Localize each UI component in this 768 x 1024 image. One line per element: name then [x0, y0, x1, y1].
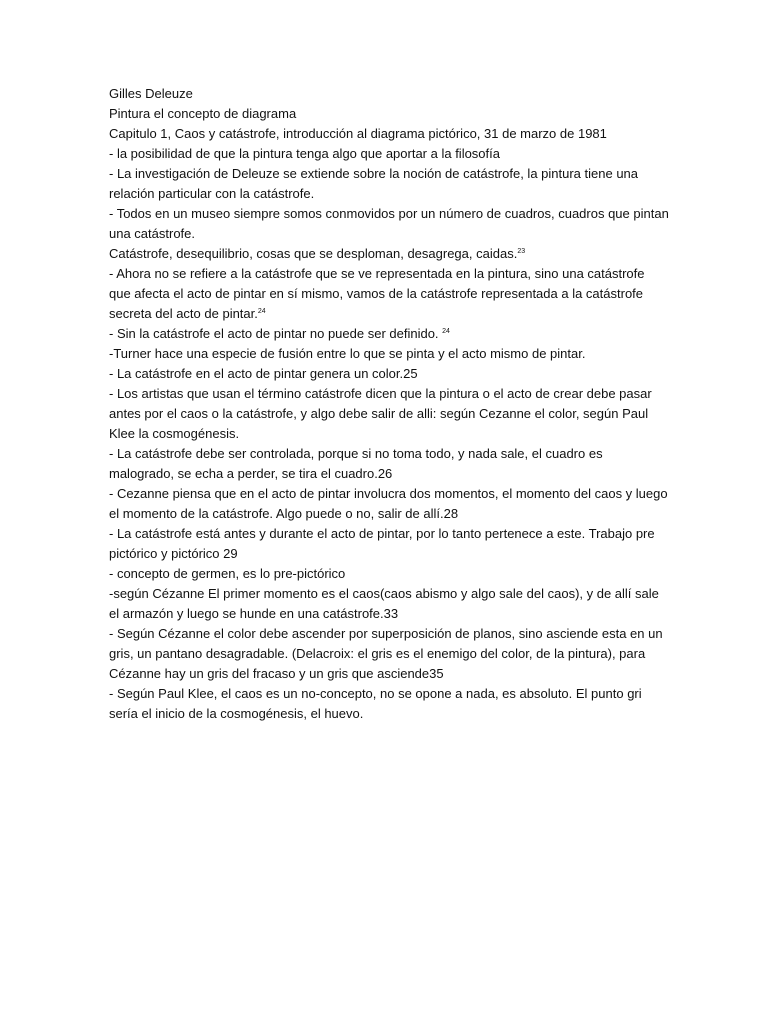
- paragraph-8: [109, 344, 669, 364]
- paragraph-text: -según Cézanne El primer momento es el caos(caos abismo y algo sale del caos), y de allí sale el armazón y luego se hunde en una catástrofe.33: [109, 586, 659, 621]
- paragraph-text: - Todos en un museo siempre somos conmovidos por un número de cuadros, cuadros que pintan una catástrofe.: [109, 206, 669, 241]
- paragraph-10: [109, 384, 669, 444]
- paragraph-7: [109, 324, 669, 344]
- paragraph-3: [109, 164, 669, 204]
- paragraph-6: [109, 264, 669, 324]
- paragraph-11: [109, 444, 669, 484]
- paragraph-text: - Cezanne piensa que en el acto de pintar involucra dos momentos, el momento del caos y luego el momento de la catástrofe. Algo puede o no, salir de allí.28: [109, 486, 668, 521]
- paragraph-text: -Turner hace una especie de fusión entre lo que se pinta y el acto mismo de pintar.: [109, 346, 586, 361]
- paragraph-12: [109, 484, 669, 524]
- paragraph-text: - Los artistas que usan el término catástrofe dicen que la pintura o el acto de crear debe pasar antes por el caos o la catástrofe, y algo debe salir de alli: según Cezanne el color, según Paul Klee la cosmogénesis.: [109, 386, 652, 441]
- paragraph-text: - Sin la catástrofe el acto de pintar no puede ser definido.: [109, 326, 443, 341]
- author-name: Gilles Deleuze: [109, 86, 193, 101]
- document-title: Pintura el concepto de diagrama: [109, 106, 297, 121]
- paragraph-text: - Ahora no se refiere a la catástrofe que se ve representada en la pintura, sino una catástrofe que afecta el acto de pintar en sí mismo, vamos de la catástrofe representada a la catástrofe secreta del acto de pintar.: [109, 266, 645, 321]
- paragraph-15: [109, 584, 669, 624]
- footnote-ref: 24: [442, 328, 450, 335]
- paragraph-2: [109, 144, 669, 164]
- paragraph-16: [109, 624, 669, 684]
- paragraph-text: Capitulo 1, Caos y catástrofe, introducción al diagrama pictórico, 31 de marzo de 1981: [109, 126, 607, 141]
- paragraph-14: [109, 564, 669, 584]
- document-page: [109, 84, 669, 724]
- paragraph-17: [109, 684, 669, 724]
- paragraph-text: - Según Cézanne el color debe ascender por superposición de planos, sino asciende esta en un gris, un pantano desagradable. (Delacroix: el gris es el enemigo del color, de la pintura), para Cézanne hay un gris del fracaso y un gris que asciende35: [109, 626, 663, 681]
- paragraph-text: - Según Paul Klee, el caos es un no-concepto, no se opone a nada, es absoluto. El punto gri sería el inicio de la cosmogénesis, el huevo.: [109, 686, 642, 721]
- footnote-ref: 23: [517, 248, 526, 255]
- paragraph-1: [109, 124, 669, 144]
- paragraph-13: [109, 524, 669, 564]
- paragraph-text: - La catástrofe en el acto de pintar genera un color.25: [109, 366, 418, 381]
- footnote-ref: 24: [257, 308, 266, 315]
- paragraph-text: - la posibilidad de que la pintura tenga algo que aportar a la filosofía: [109, 146, 500, 161]
- paragraph-5: [109, 244, 669, 264]
- paragraph-text: - La catástrofe está antes y durante el acto de pintar, por lo tanto pertenece a este. Trabajo pre pictórico y pictórico 29: [109, 526, 655, 561]
- paragraph-9: [109, 364, 669, 384]
- paragraph-text: - La catástrofe debe ser controlada, porque si no toma todo, y nada sale, el cuadro es malogrado, se echa a perder, se tira el cuadro.26: [109, 446, 603, 481]
- paragraph-text: Catástrofe, desequilibrio, cosas que se desploman, desagrega, caidas.: [109, 246, 518, 261]
- paragraph-4: [109, 204, 669, 244]
- paragraph-text: - La investigación de Deleuze se extiende sobre la noción de catástrofe, la pintura tiene una relación particular con la catástrofe.: [109, 166, 639, 201]
- paragraph-text: - concepto de germen, es lo pre-pictórico: [109, 566, 346, 581]
